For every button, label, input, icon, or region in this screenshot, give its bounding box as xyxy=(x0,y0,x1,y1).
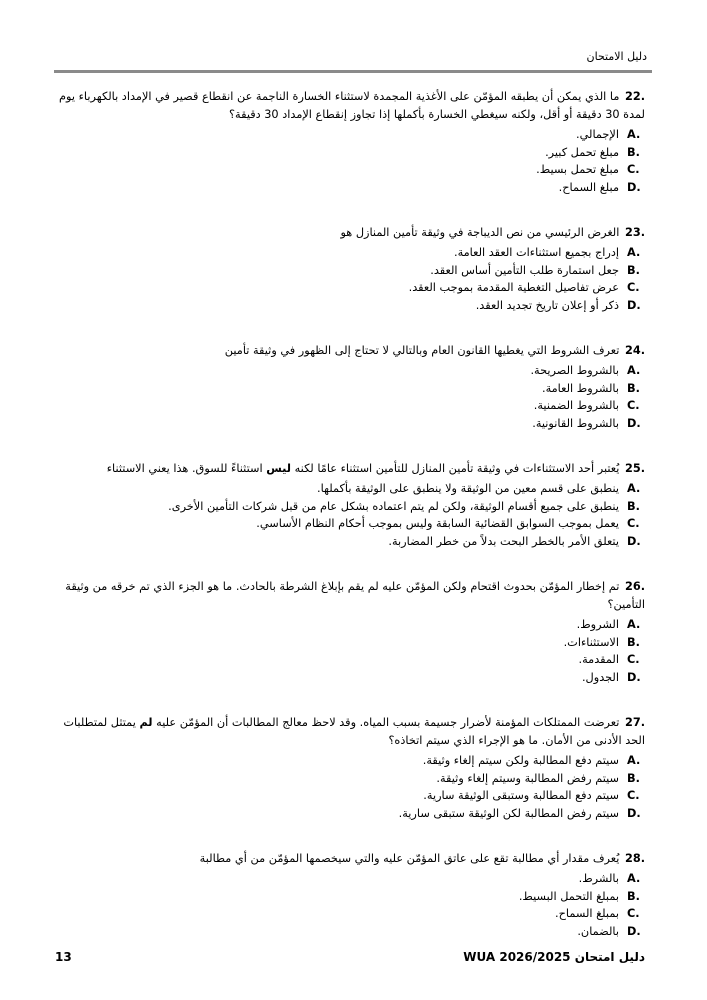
question-number: 23. xyxy=(624,226,645,239)
option-text: سيتم دفع المطالبة ولكن سيتم إلغاء وثيقة. xyxy=(422,754,619,767)
option-letter: C. xyxy=(627,281,640,294)
questions-list xyxy=(56,88,645,968)
option-letter: C. xyxy=(627,789,640,802)
question-text xyxy=(56,714,645,750)
question-body: يُعرف مقدار أي مطالبة تقع على عاتق المؤمّن عليه والتي سيخصمها المؤمّن من أي مطالبة xyxy=(199,852,620,865)
option-c xyxy=(56,397,645,415)
option-text: جعل استمارة طلب التأمين أساس العقد. xyxy=(430,263,619,277)
option-b xyxy=(56,770,645,788)
option-a xyxy=(56,244,645,262)
option-letter: C. xyxy=(627,907,640,920)
question-emphasis: لم xyxy=(139,716,153,729)
option-text: الإجمالي. xyxy=(576,128,619,141)
option-letter: C. xyxy=(627,399,640,412)
option-a xyxy=(56,870,645,888)
question-22 xyxy=(56,88,645,196)
option-letter: C. xyxy=(627,163,640,176)
question-emphasis: ليس xyxy=(266,462,292,475)
option-b xyxy=(56,888,645,906)
option-letter: B. xyxy=(627,635,640,649)
option-text: الشروط. xyxy=(576,618,619,631)
option-letter: B. xyxy=(627,499,640,513)
option-letter: A. xyxy=(627,364,641,377)
question-number: 26. xyxy=(624,580,645,593)
option-letter: A. xyxy=(627,872,641,885)
option-letter: A. xyxy=(627,128,641,141)
question-text xyxy=(56,224,645,242)
option-letter: B. xyxy=(627,771,640,785)
header-divider xyxy=(54,70,652,73)
question-25 xyxy=(56,460,645,550)
option-letter: A. xyxy=(627,618,641,631)
question-body: ما الذي يمكن أن يطبقه المؤمّن على الأغذية المجمدة لاستثناء الخسارة الناجمة عن انقطاع قصير في الإمداد بالكهرباء يوم لمدة 30 دقيقة أو أقل، ولكنه سيغطي الخسارة بأكملها إذا تجاوز إنقطاع الإمداد 30 دقيقة؟ xyxy=(59,90,645,121)
option-text: الجدول. xyxy=(581,670,619,684)
option-text: بمبلغ التحمل البسيط. xyxy=(518,889,619,903)
option-b xyxy=(56,380,645,398)
option-d xyxy=(56,669,645,687)
option-letter: C. xyxy=(627,653,640,666)
question-body: يُعتبر أحد الاستثناءات في وثيقة تأمين المنازل للتأمين استثناء عامًا لكنه xyxy=(291,462,620,475)
option-a xyxy=(56,362,645,380)
option-d xyxy=(56,805,645,823)
option-a xyxy=(56,126,645,144)
option-text: الاستثناءات. xyxy=(563,635,619,649)
question-27 xyxy=(56,714,645,822)
question-text xyxy=(56,342,645,360)
option-text: بالشروط الضمنية. xyxy=(533,399,619,412)
option-b xyxy=(56,634,645,652)
option-letter: D. xyxy=(627,806,641,820)
option-letter: C. xyxy=(627,517,640,530)
option-letter: D. xyxy=(627,534,641,548)
option-letter: D. xyxy=(627,924,641,938)
option-a xyxy=(56,616,645,634)
question-number: 28. xyxy=(624,852,645,865)
option-text: يعمل بموجب السوابق القضائية السابقة وليس بموجب أحكام النظام الأساسي. xyxy=(256,517,619,530)
question-body-end: استثناءً للسوق. هذا يعني الاستثناء xyxy=(106,462,267,475)
option-letter: B. xyxy=(627,889,640,903)
option-text: إدراج بجميع استثناءات العقد العامة. xyxy=(453,246,619,259)
option-letter: D. xyxy=(627,416,641,430)
option-a xyxy=(56,752,645,770)
question-number: 24. xyxy=(624,344,645,357)
option-text: بالشرط. xyxy=(578,872,619,885)
option-text: مبلغ تحمل كبير. xyxy=(545,145,619,159)
question-text xyxy=(56,578,645,614)
question-body: الغرض الرئيسي من نص الديباجة في وثيقة تأمين المنازل هو xyxy=(340,226,620,239)
option-text: ينطبق على جميع أقسام الوثيقة، ولكن لم يتم اعتماده بشكل عام من قبل شركات التأمين الأخرى. xyxy=(168,499,619,513)
option-d xyxy=(56,415,645,433)
option-c xyxy=(56,787,645,805)
option-text: سيتم رفض المطالبة وسيتم إلغاء وثيقة. xyxy=(436,771,619,785)
option-b xyxy=(56,498,645,516)
page-header-title: دليل الامتحان xyxy=(586,50,647,63)
option-text: بالشروط العامة. xyxy=(541,381,619,395)
option-c xyxy=(56,161,645,179)
question-body: تعرضت الممتلكات المؤمنة لأضرار جسيمة بسبب المياه. وقد لاحظ معالج المطالبات أن المؤمّن عليه xyxy=(152,716,620,729)
option-text: مبلغ السماح. xyxy=(558,180,619,194)
option-text: مبلغ تحمل بسيط. xyxy=(536,163,619,176)
question-text xyxy=(56,460,645,478)
question-26 xyxy=(56,578,645,686)
options-list xyxy=(56,244,645,314)
option-text: يتعلق الأمر بالخطر البحت بدلاً من خطر المضاربة. xyxy=(388,534,619,548)
options-list xyxy=(56,870,645,940)
question-text xyxy=(56,850,645,868)
options-list xyxy=(56,616,645,686)
question-body: تعرف الشروط التي يغطيها القانون العام وبالتالي لا تحتاج إلى الظهور في وثيقة تأمين xyxy=(224,344,620,357)
option-d xyxy=(56,297,645,315)
question-number: 25. xyxy=(624,462,645,475)
question-24 xyxy=(56,342,645,432)
option-letter: A. xyxy=(627,754,641,767)
option-letter: A. xyxy=(627,482,641,495)
question-body: تم إخطار المؤمّن بحدوث اقتحام ولكن المؤمّن عليه لم يقم بإبلاغ الشرطة بالحادث. ما هو الجزء الذي تم خرقه من وثيقة التأمين؟ xyxy=(65,580,645,611)
option-c xyxy=(56,905,645,923)
option-d xyxy=(56,533,645,551)
footer-title: دليل امتحان WUA 2026/2025 xyxy=(463,950,645,964)
option-b xyxy=(56,144,645,162)
option-d xyxy=(56,923,645,941)
option-text: ينطبق على قسم معين من الوثيقة ولا ينطبق على الوثيقة بأكملها. xyxy=(316,482,619,495)
page-number: 13 xyxy=(55,950,72,964)
option-d xyxy=(56,179,645,197)
question-number: 22. xyxy=(624,90,645,103)
option-text: المقدمة. xyxy=(578,653,619,666)
option-text: ذكر أو إعلان تاريخ تجديد العقد. xyxy=(475,298,619,312)
options-list xyxy=(56,752,645,822)
option-letter: B. xyxy=(627,263,640,277)
option-a xyxy=(56,480,645,498)
option-letter: A. xyxy=(627,246,641,259)
option-letter: D. xyxy=(627,670,641,684)
option-text: سيتم دفع المطالبة وستبقى الوثيقة سارية. xyxy=(423,789,619,802)
options-list xyxy=(56,126,645,196)
option-letter: D. xyxy=(627,298,641,312)
option-c xyxy=(56,515,645,533)
option-text: بالشروط الصريحة. xyxy=(530,364,619,377)
question-28 xyxy=(56,850,645,940)
option-text: بمبلغ السماح. xyxy=(555,907,619,920)
option-letter: B. xyxy=(627,145,640,159)
question-text xyxy=(56,88,645,124)
options-list xyxy=(56,362,645,432)
question-body-end: يمتثل لمتطلبات الحد الأدنى من الأمان. ما هو الإجراء الذي سيتم اتخاذه؟ xyxy=(63,716,645,747)
option-c xyxy=(56,279,645,297)
option-text: بالشروط القانونية. xyxy=(532,416,619,430)
question-number: 27. xyxy=(624,716,645,729)
question-23 xyxy=(56,224,645,314)
option-letter: D. xyxy=(627,180,641,194)
option-text: عرض تفاصيل التغطية المقدمة بموجب العقد. xyxy=(408,281,619,294)
option-c xyxy=(56,651,645,669)
option-text: سيتم رفض المطالبة لكن الوثيقة ستبقى سارية. xyxy=(398,806,619,820)
option-b xyxy=(56,262,645,280)
option-text: بالضمان. xyxy=(577,924,619,938)
option-letter: B. xyxy=(627,381,640,395)
options-list xyxy=(56,480,645,550)
